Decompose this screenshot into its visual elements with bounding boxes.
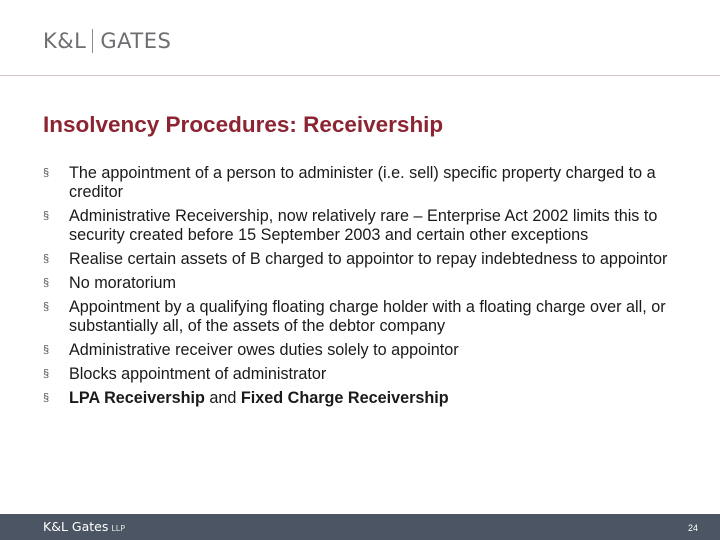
bullet-item (43, 164, 683, 202)
bullet-text: Administrative Receivership, now relatively rare – Enterprise Act 2002 limits this to security created before 15 September 2003 and certain other exceptions (69, 207, 658, 244)
bullet-connector: and (204, 389, 241, 407)
bullet-item (43, 250, 683, 269)
bullet-marker: § (43, 210, 50, 222)
bullet-item (43, 341, 683, 360)
footer-bar (0, 514, 720, 540)
logo-right-text: GATES (100, 29, 172, 53)
footer-logo (43, 519, 125, 534)
bullet-text: Appointment by a qualifying floating charge holder with a floating charge over all, or substantially all, of the assets of the debtor company (69, 298, 666, 335)
bullet-text: Blocks appointment of administrator (69, 365, 327, 383)
header-divider (0, 75, 720, 76)
bullet-bold-lpa: LPA Receivership (69, 389, 205, 407)
bullet-text: Realise certain assets of B charged to appointor to repay indebtedness to appointor (69, 250, 668, 268)
bullet-list (43, 164, 683, 413)
company-logo (43, 28, 171, 54)
page-number: 24 (687, 523, 698, 533)
bullet-item (43, 207, 683, 245)
bullet-text: Administrative receiver owes duties solely to appointor (69, 341, 459, 359)
footer-logo-text: K&L Gates (43, 519, 109, 534)
bullet-marker: § (43, 392, 50, 404)
bullet-marker: § (43, 167, 50, 179)
logo-left-text: K&L (43, 29, 87, 53)
bullet-item (43, 274, 683, 293)
bullet-marker: § (43, 344, 50, 356)
logo-divider (92, 29, 93, 53)
bullet-item (43, 298, 683, 336)
bullet-bold-fixed-charge: Fixed Charge Receivership (240, 389, 449, 407)
bullet-marker: § (43, 277, 50, 289)
bullet-marker: § (43, 253, 50, 265)
footer-logo-suffix: LLP (111, 524, 126, 533)
bullet-item (43, 365, 683, 384)
bullet-text: No moratorium (69, 274, 177, 292)
slide-title: Insolvency Procedures: Receivership (43, 112, 444, 137)
bullet-marker: § (43, 368, 50, 380)
bullet-marker: § (43, 301, 50, 313)
bullet-text: The appointment of a person to administer (i.e. sell) specific property charged to a creditor (69, 164, 656, 201)
bullet-item (43, 389, 683, 408)
